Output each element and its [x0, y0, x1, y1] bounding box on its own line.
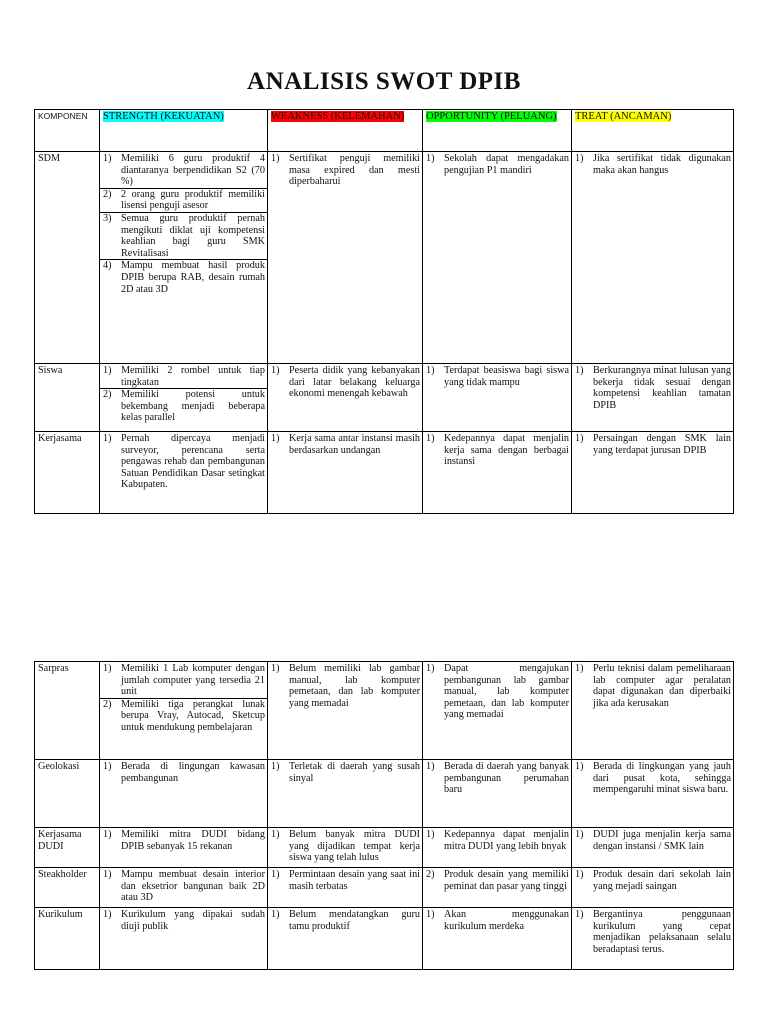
header-opportunity-label: OPPORTUNITY (PELUANG): [426, 111, 557, 122]
weakness-cell: [268, 662, 423, 760]
item-text: DUDI juga menjalin kerja sama dengan instansi / SMK lain: [593, 829, 731, 852]
item-number: 1): [271, 869, 280, 880]
threat-cell: [572, 662, 734, 760]
item-text: Memiliki tiga perangkat lunak berupa Vray, Autocad, Sketcup untuk mendukung pembelajaran: [121, 698, 265, 733]
header-weakness-label: WEAKNESS (KELEMAHAN): [271, 111, 405, 122]
item-text: Semua guru produktif pernah mengikuti diklat uji kompetensi keahlian bagi guru SMK Revitalisasi: [121, 212, 265, 259]
table-row: [35, 868, 734, 908]
item-number: 2): [103, 389, 112, 401]
item-number: 1): [575, 433, 584, 444]
item-number: 1): [271, 761, 280, 772]
item-text: Terletak di daerah yang susah sinyal: [289, 761, 420, 784]
table-row: [35, 364, 734, 432]
list-item: [103, 909, 265, 932]
item-text: Persaingan dengan SMK lain yang terdapat jurusan DPIB: [593, 433, 731, 456]
item-text: Memiliki 6 guru produktif 4 diantaranya berpendidikan S2 (70 %): [121, 153, 265, 188]
list-item: [426, 909, 569, 932]
item-number: 1): [426, 433, 435, 444]
list-item: [103, 260, 265, 295]
item-number: 1): [426, 761, 435, 772]
threat-cell: [572, 828, 734, 868]
component-cell: [35, 662, 100, 760]
list-item: [103, 389, 265, 424]
table-row: [35, 432, 734, 514]
weakness-cell: [268, 152, 423, 364]
item-number: 1): [575, 663, 584, 674]
component-label: Kerjasama DUDI: [38, 829, 82, 852]
item-text: Berada di lingkungan yang jauh dari pusat kota, sehingga mempengaruhi minat siswa baru.: [593, 761, 731, 796]
list-item: [426, 153, 569, 176]
item-number: 1): [103, 663, 112, 674]
item-text: Kedepannya dapat menjalin mitra DUDI yang lebih bnyak: [444, 829, 569, 852]
item-text: Terdapat beasiswa bagi siswa yang tidak mampu: [444, 365, 569, 388]
strength-cell: [100, 908, 268, 970]
item-number: 1): [271, 663, 280, 674]
item-text: Memiliki mitra DUDI bidang DPIB sebanyak 15 rekanan: [121, 829, 265, 852]
item-text: 2 orang guru produktif memiliki lisensi penguji asesor: [121, 188, 265, 212]
strength-cell: [100, 364, 268, 432]
list-item: [103, 829, 265, 852]
strength-cell: [100, 662, 268, 760]
opportunity-cell: [423, 908, 572, 970]
list-item: [426, 869, 569, 892]
page-title: ANALISIS SWOT DPIB: [247, 68, 521, 95]
strength-cell: [100, 432, 268, 514]
item-number: 1): [575, 829, 584, 840]
item-text: Perlu teknisi dalam pemeliharaan lab computer agar peralatan dapat digunakan dan diperbaiki jika ada kerusakan: [593, 663, 731, 709]
item-text: Berada di daerah yang banyak pembangunan perumahan baru: [444, 761, 569, 796]
item-number: 1): [426, 365, 435, 376]
item-text: Belum banyak mitra DUDI yang dijadikan tempat kerja siswa yang telah lulus: [289, 829, 420, 864]
item-text: Akan menggunakan kurikulum merdeka: [444, 909, 569, 932]
weakness-cell: [268, 868, 423, 908]
list-item: [271, 663, 420, 709]
list-item: [426, 365, 569, 388]
component-cell: [35, 868, 100, 908]
item-text: Kedepannya dapat menjalin kerja sama dengan berbagai instansi: [444, 433, 569, 468]
list-item: [103, 663, 265, 698]
weakness-cell: [268, 908, 423, 970]
item-number: 2): [103, 188, 112, 200]
item-text: Sertifikat penguji memiliki masa expired dan mesti diperbaharui: [289, 153, 420, 188]
list-item: [271, 869, 420, 892]
list-item: [271, 365, 420, 400]
threat-cell: [572, 760, 734, 828]
item-number: 1): [426, 663, 435, 674]
header-threat-label: TREAT (ANCAMAN): [575, 111, 672, 122]
list-item: [103, 869, 265, 904]
table-row: [35, 828, 734, 868]
header-strength: [100, 110, 268, 152]
component-label: Steakholder: [38, 869, 87, 880]
table-row: [35, 760, 734, 828]
item-text: Memiliki 1 Lab komputer dengan jumlah computer yang tersedia 21 unit: [121, 663, 265, 698]
item-text: Mampu membuat hasil produk DPIB berupa RAB, desain rumah 2D atau 3D: [121, 260, 265, 295]
item-number: 1): [575, 365, 584, 376]
list-item: [103, 365, 265, 388]
item-number: 4): [103, 260, 112, 272]
opportunity-cell: [423, 868, 572, 908]
component-cell: [35, 432, 100, 514]
list-item: [103, 153, 265, 188]
list-item: [271, 909, 420, 932]
item-number: 3): [103, 212, 112, 224]
list-item: [103, 761, 265, 784]
list-item: [271, 761, 420, 784]
item-number: 1): [575, 153, 584, 164]
component-label: Geolokasi: [38, 761, 80, 772]
component-label: Sarpras: [38, 663, 69, 674]
item-text: Dapat mengajukan pembangunan lab gambar manual, lab komputer pemetaan, dan lab komputer yang memadai: [444, 663, 569, 721]
item-text: Mampu membuat desain interior dan eksetrior bangunan baik 2D atau 3D: [121, 869, 265, 904]
threat-cell: [572, 152, 734, 364]
item-number: 2): [103, 698, 112, 710]
threat-cell: [572, 432, 734, 514]
item-number: 1): [271, 829, 280, 840]
item-number: 1): [103, 869, 112, 880]
item-text: Belum mendatangkan guru tamu produktif: [289, 909, 420, 932]
item-number: 1): [271, 365, 280, 376]
item-number: 2): [426, 869, 435, 880]
component-cell: [35, 760, 100, 828]
component-cell: [35, 908, 100, 970]
list-item: [575, 761, 731, 796]
strength-cell: [100, 828, 268, 868]
weakness-cell: [268, 432, 423, 514]
item-text: Bergantinya penggunaan kurikulum yang cepat menjadikan pelaksanaan selalu beradaptasi terus.: [593, 909, 731, 955]
component-label: Siswa: [38, 365, 63, 376]
item-text: Memiliki 2 rombel untuk tiap tingkatan: [121, 365, 265, 388]
list-item: [426, 663, 569, 721]
list-item: [575, 433, 731, 456]
item-text: Belum memiliki lab gambar manual, lab komputer pemetaan, dan lab komputer yang memadai: [289, 663, 420, 709]
list-item: [575, 829, 731, 852]
list-item: [575, 909, 731, 955]
item-text: Sekolah dapat mengadakan pengujian P1 mandiri: [444, 153, 569, 176]
opportunity-cell: [423, 662, 572, 760]
header-komponen: [35, 110, 100, 152]
list-item: [103, 189, 265, 212]
opportunity-cell: [423, 152, 572, 364]
item-text: Permintaan desain yang saat ini masih terbatas: [289, 869, 420, 892]
opportunity-cell: [423, 364, 572, 432]
item-number: 1): [103, 909, 112, 920]
item-number: 1): [426, 153, 435, 164]
item-text: Memiliki potensi untuk bekembang menjadi beberapa kelas parallel: [121, 389, 265, 424]
threat-cell: [572, 908, 734, 970]
strength-cell: [100, 868, 268, 908]
item-number: 1): [103, 153, 112, 164]
list-item: [271, 433, 420, 456]
item-number: 1): [103, 761, 112, 772]
list-item: [426, 761, 569, 796]
item-text: Kurikulum yang dipakai sudah diuji publik: [121, 909, 265, 932]
list-item: [426, 829, 569, 852]
component-cell: [35, 152, 100, 364]
item-text: Jika sertifikat tidak digunakan maka akan hangus: [593, 153, 731, 176]
strength-cell: [100, 760, 268, 828]
opportunity-cell: [423, 760, 572, 828]
item-number: 1): [103, 829, 112, 840]
header-weakness: [268, 110, 423, 152]
header-opportunity: [423, 110, 572, 152]
header-row: [35, 110, 734, 152]
item-number: 1): [575, 869, 584, 880]
list-item: [575, 365, 731, 411]
item-text: Berada di lingungan kawasan pembangunan: [121, 761, 265, 784]
list-item: [103, 213, 265, 259]
swot-table-top: [34, 109, 734, 514]
strength-cell: [100, 152, 268, 364]
opportunity-cell: [423, 828, 572, 868]
item-number: 1): [271, 153, 280, 164]
list-item: [271, 153, 420, 188]
item-text: Berkurangnya minat lulusan yang bekerja tidak sesuai dengan kompetensi keahlian tamatan DPIB: [593, 365, 731, 411]
item-text: Pernah dipercaya menjadi surveyor, perencana serta pengawas rehab dan pembangunan Satuan Pendidikan Dasar setingkat Kabupaten.: [121, 433, 265, 491]
item-number: 1): [575, 761, 584, 772]
item-number: 1): [426, 909, 435, 920]
item-text: Kerja sama antar instansi masih berdasarkan undangan: [289, 433, 420, 456]
table-row: [35, 908, 734, 970]
component-cell: [35, 364, 100, 432]
item-text: Produk desain yang memiliki peminat dan pasar yang tinggi: [444, 869, 569, 892]
item-number: 1): [426, 829, 435, 840]
component-label: SDM: [38, 153, 61, 164]
header-strength-label: STRENGTH (KEKUATAN): [103, 111, 224, 122]
swot-table-bottom: [34, 661, 734, 970]
item-number: 1): [103, 365, 112, 376]
header-komponen-label: KOMPONEN: [38, 111, 88, 121]
list-item: [271, 829, 420, 864]
header-threat: [572, 110, 734, 152]
item-text: Peserta didik yang kebanyakan dari latar belakang keluarga ekonomi menengah kebawah: [289, 365, 420, 400]
table-row: [35, 152, 734, 364]
component-label: Kurikulum: [38, 909, 83, 920]
weakness-cell: [268, 760, 423, 828]
item-number: 1): [575, 909, 584, 920]
table-row: [35, 662, 734, 760]
list-item: [575, 869, 731, 892]
threat-cell: [572, 364, 734, 432]
weakness-cell: [268, 364, 423, 432]
item-number: 1): [103, 433, 112, 444]
opportunity-cell: [423, 432, 572, 514]
threat-cell: [572, 868, 734, 908]
list-item: [575, 663, 731, 709]
component-cell: [35, 828, 100, 868]
list-item: [103, 433, 265, 491]
item-text: Produk desain dari sekolah lain yang mejadi saingan: [593, 869, 731, 892]
list-item: [575, 153, 731, 176]
item-number: 1): [271, 909, 280, 920]
weakness-cell: [268, 828, 423, 868]
list-item: [103, 699, 265, 734]
component-label: Kerjasama: [38, 433, 82, 444]
item-number: 1): [271, 433, 280, 444]
list-item: [426, 433, 569, 468]
